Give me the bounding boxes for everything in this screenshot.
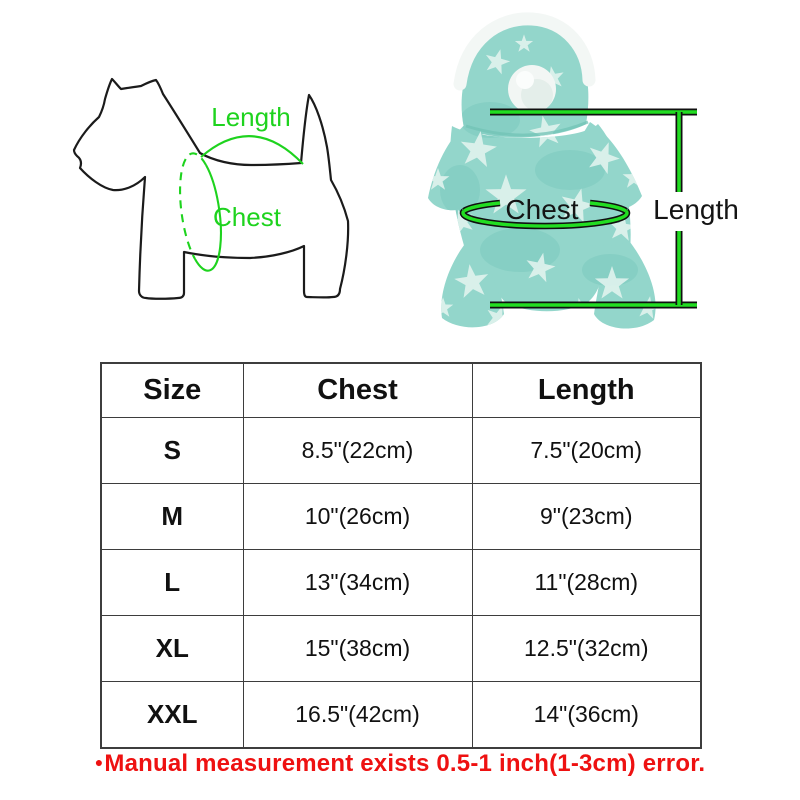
garment-chest-label: Chest xyxy=(505,194,579,225)
garment-illustration xyxy=(427,19,662,332)
chest-cell: 16.5"(42cm) xyxy=(243,682,472,749)
size-cell: XXL xyxy=(101,682,243,749)
size-cell: M xyxy=(101,484,243,550)
chest-cell: 13"(34cm) xyxy=(243,550,472,616)
length-cell: 7.5"(20cm) xyxy=(472,418,701,484)
size-chart-table xyxy=(100,362,702,749)
dog-chest-label: Chest xyxy=(213,202,281,232)
garment-length-label: Length xyxy=(653,194,739,225)
chest-cell: 10"(26cm) xyxy=(243,484,472,550)
dog-outline-diagram xyxy=(74,79,348,299)
col-header-size: Size xyxy=(101,363,243,418)
pompom-highlight xyxy=(516,71,534,89)
table-row xyxy=(101,418,701,484)
table-row xyxy=(101,616,701,682)
table-row xyxy=(101,550,701,616)
chest-cell: 8.5"(22cm) xyxy=(243,418,472,484)
note-bullet-icon: ● xyxy=(94,754,104,770)
table-row xyxy=(101,484,701,550)
length-cell: 11"(28cm) xyxy=(472,550,701,616)
note-text: Manual measurement exists 0.5-1 inch(1-3cm) error. xyxy=(104,750,706,777)
size-cell: L xyxy=(101,550,243,616)
chest-cell: 15"(38cm) xyxy=(243,616,472,682)
length-cell: 14"(36cm) xyxy=(472,682,701,749)
length-cell: 12.5"(32cm) xyxy=(472,616,701,682)
table-header-row xyxy=(101,363,701,418)
length-cell: 9"(23cm) xyxy=(472,484,701,550)
col-header-chest: Chest xyxy=(243,363,472,418)
measurement-note xyxy=(0,750,800,778)
dog-length-label: Length xyxy=(211,102,291,132)
col-header-length: Length xyxy=(472,363,701,418)
table-row xyxy=(101,682,701,749)
size-cell: S xyxy=(101,418,243,484)
size-cell: XL xyxy=(101,616,243,682)
